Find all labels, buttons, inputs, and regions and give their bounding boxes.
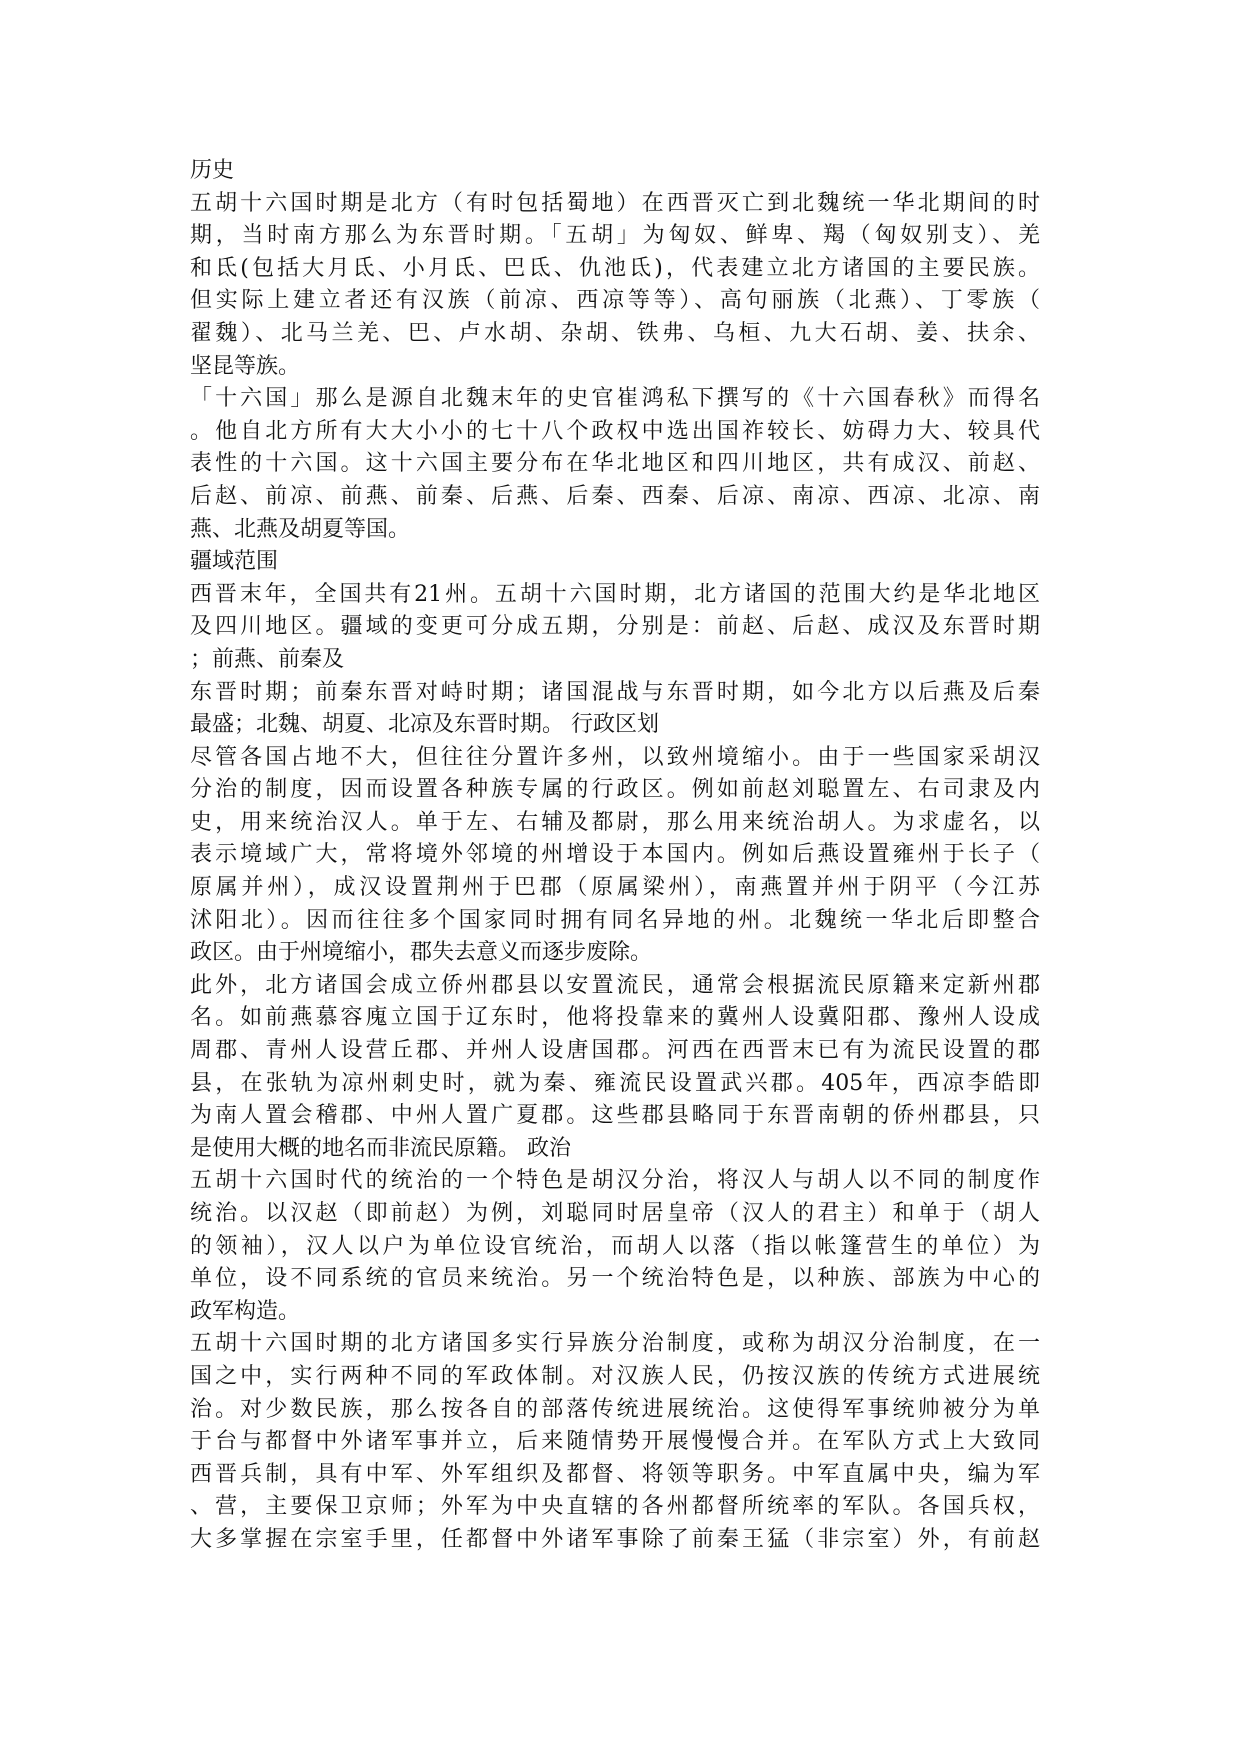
text-line: 为南人置会稽郡、中州人置广夏郡。这些郡县略同于东晋南朝的侨州郡县，只 [190, 1103, 1040, 1129]
text-line: 沭阳北）。因而往往多个国家同时拥有同名异地的州。北魏统一华北后即整合 [190, 907, 1040, 933]
text-line: 是使用大概的地名而非流民原籍。 政治 [190, 1135, 571, 1161]
text-line: 名。如前燕慕容廆立国于辽东时，他将投靠来的冀州人设冀阳郡、豫州人设成 [190, 1005, 1040, 1031]
text-line: 国之中，实行两种不同的军政体制。对汉族人民，仍按汉族的传统方式进展统 [190, 1363, 1040, 1389]
text-line: 期，当时南方那么为东晋时期。「五胡」为匈奴、鲜卑、羯（匈奴别支）、羌 [190, 223, 1040, 249]
text-line: 东晋时期；前秦东晋对峙时期；诸国混战与东晋时期，如今北方以后燕及后秦 [190, 679, 1040, 705]
text-line: 分治的制度，因而设置各种族专属的行政区。例如前赵刘聪置左、右司隶及内 [190, 777, 1040, 803]
text-line: 「十六国」那么是源自北魏末年的史官崔鸿私下撰写的《十六国春秋》而得名 [190, 386, 1040, 412]
text-line: 西晋末年，全国共有21州。五胡十六国时期，北方诸国的范围大约是华北地区 [190, 581, 1040, 607]
text-line: 统治。以汉赵（即前赵）为例，刘聪同时居皇帝（汉人的君主）和单于（胡人 [190, 1201, 1040, 1226]
text-line: 及四川地区。疆域的变更可分成五期，分别是：前赵、后赵、成汉及东晋时期 [190, 614, 1040, 640]
text-line: 历史 [190, 158, 235, 183]
text-line: 县，在张轨为凉州刺史时，就为秦、雍流民设置武兴郡。405年，西凉李皓即 [190, 1070, 1040, 1096]
text-line: 疆域范围 [190, 549, 279, 575]
text-line: 单位，设不同系统的官员来统治。另一个统治特色是，以种族、部族为中心的 [190, 1266, 1040, 1292]
text-line: 五胡十六国时期的北方诸国多实行异族分治制度，或称为胡汉分治制度，在一 [190, 1331, 1040, 1357]
text-line: 治。对少数民族，那么按各自的部落传统进展统治。这使得军事统帅被分为单 [190, 1396, 1040, 1422]
text-line: 表性的十六国。这十六国主要分布在华北地区和四川地区，共有成汉、前赵、 [190, 451, 1040, 477]
text-line: 、营，主要保卫京师；外军为中央直辖的各州都督所统率的军队。各国兵权， [190, 1494, 1040, 1520]
text-line: 表示境域广大，常将境外邻境的州增设于本国内。例如后燕设置雍州于长子（ [190, 842, 1040, 868]
text-line: 政军构造。 [190, 1298, 301, 1324]
text-line: 五胡十六国时代的统治的一个特色是胡汉分治，将汉人与胡人以不同的制度作 [190, 1168, 1040, 1194]
text-line: 翟魏）、北马兰羌、巴、卢水胡、杂胡、铁弗、乌桓、九大石胡、姜、扶余、 [190, 320, 1040, 346]
text-line: 史，用来统治汉人。单于左、右辅及都尉，那么用来统治胡人。为求虚名，以 [190, 809, 1040, 835]
text-line: 坚昆等族。 [190, 353, 301, 379]
text-line: 和氐(包括大月氐、小月氐、巴氐、仇池氐)，代表建立北方诸国的主要民族。 [190, 255, 1040, 281]
text-line: 尽管各国占地不大，但往往分置许多州，以致州境缩小。由于一些国家采胡汉 [190, 744, 1040, 770]
text-line: 原属并州），成汉设置荆州于巴郡（原属梁州），南燕置并州于阴平（今江苏 [190, 875, 1040, 901]
text-line: 五胡十六国时期是北方（有时包括蜀地）在西晋灭亡到北魏统一华北期间的时 [190, 190, 1040, 216]
document-page [190, 155, 1040, 1557]
text-line: 大多掌握在宗室手里，任都督中外诸军事除了前秦王猛（非宗室）外，有前赵 [190, 1526, 1040, 1552]
text-line: 于台与都督中外诸军事并立，后来随情势开展慢慢合并。在军队方式上大致同 [190, 1429, 1040, 1455]
text-line: 后赵、前凉、前燕、前秦、后燕、后秦、西秦、后凉、南凉、西凉、北凉、南 [190, 483, 1040, 509]
text-line: 最盛；北魏、胡夏、北凉及东晋时期。 行政区划 [190, 712, 659, 738]
text-line: 周郡、青州人设营丘郡、并州人设唐国郡。河西在西晋末已有为流民设置的郡 [190, 1038, 1040, 1064]
text-line: 燕、北燕及胡夏等国。 [190, 516, 411, 542]
text-line: 政区。由于州境缩小，郡失去意义而逐步废除。 [190, 940, 653, 966]
text-line: 西晋兵制，具有中军、外军组织及都督、将领等职务。中军直属中央，编为军 [190, 1461, 1040, 1487]
text-line: 。他自北方所有大大小小的七十八个政权中选出国祚较长、妨碍力大、较具代 [190, 418, 1040, 444]
text-line: 此外，北方诸国会成立侨州郡县以安置流民，通常会根据流民原籍来定新州郡 [190, 972, 1040, 998]
text-line: 的领袖），汉人以户为单位设官统治，而胡人以落（指以帐篷营生的单位）为 [190, 1233, 1040, 1259]
text-line: ；前燕、前秦及 [190, 646, 345, 672]
text-line: 但实际上建立者还有汉族（前凉、西凉等等）、高句丽族（北燕）、丁零族（ [190, 288, 1040, 314]
